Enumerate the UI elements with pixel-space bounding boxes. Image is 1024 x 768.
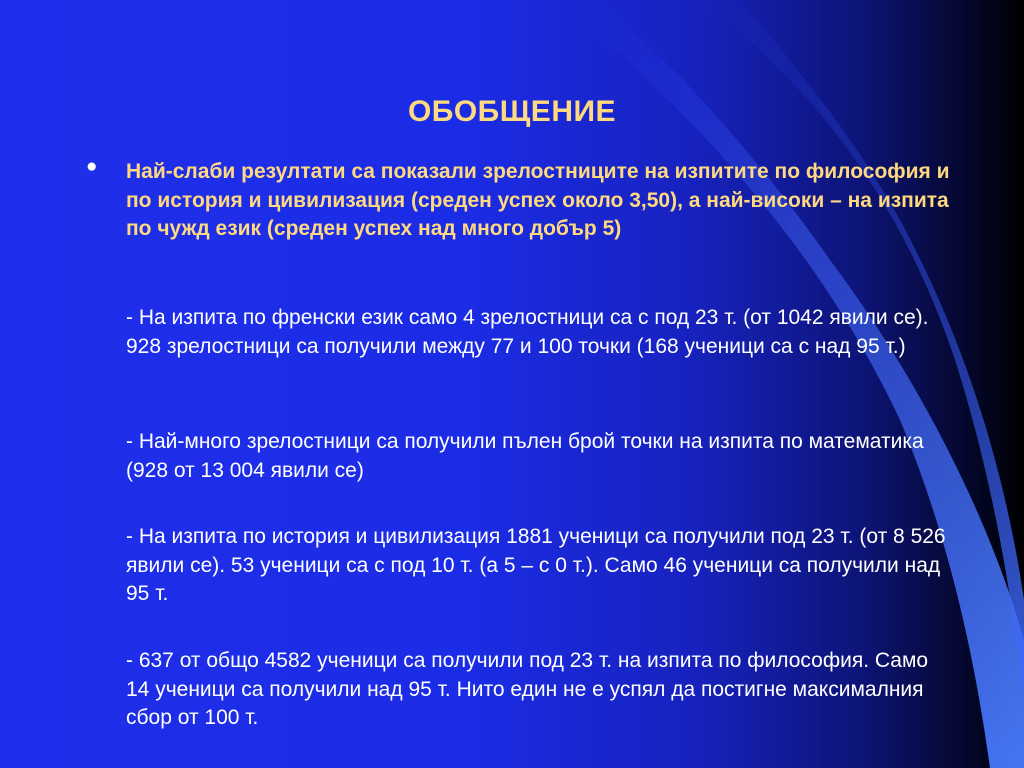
slide-title: ОБОБЩЕНИЕ [407, 95, 617, 128]
bullet-icon: ● [86, 156, 98, 177]
main-point-text: Най-слаби резултати са показали зрелостниците на изпитите по философия и по история и цивилизация (среден успех около 3,50), а най-високи – на изпита по чужд език (среден успех над много добър 5) [126, 160, 950, 240]
detail-french-exam: - На изпита по френски език само 4 зрелостници са с под 23 т. (от 1042 явили се). 928 зрелостници са получили между 77 и 100 точки (168 ученици са с над 95 т.) [126, 306, 929, 358]
detail-history-exam: - На изпита по история и цивилизация 1881 ученици са получили под 23 т. (от 8 526 явили се). 53 ученици са с под 10 т. (а 5 – с 0 т.). Само 46 ученици са получили над 95 т. [126, 525, 946, 605]
detail-math-exam: - Най-много зрелостници са получили пълен брой точки на изпита по математика (928 от 13 004 явили се) [126, 430, 924, 482]
detail-philosophy-exam: - 637 от общо 4582 ученици са получили под 23 т. на изпита по философия. Само 14 ученици са получили над 95 т. Нито един не е успял да постигне максималния сбор от 100 т. [126, 649, 929, 729]
